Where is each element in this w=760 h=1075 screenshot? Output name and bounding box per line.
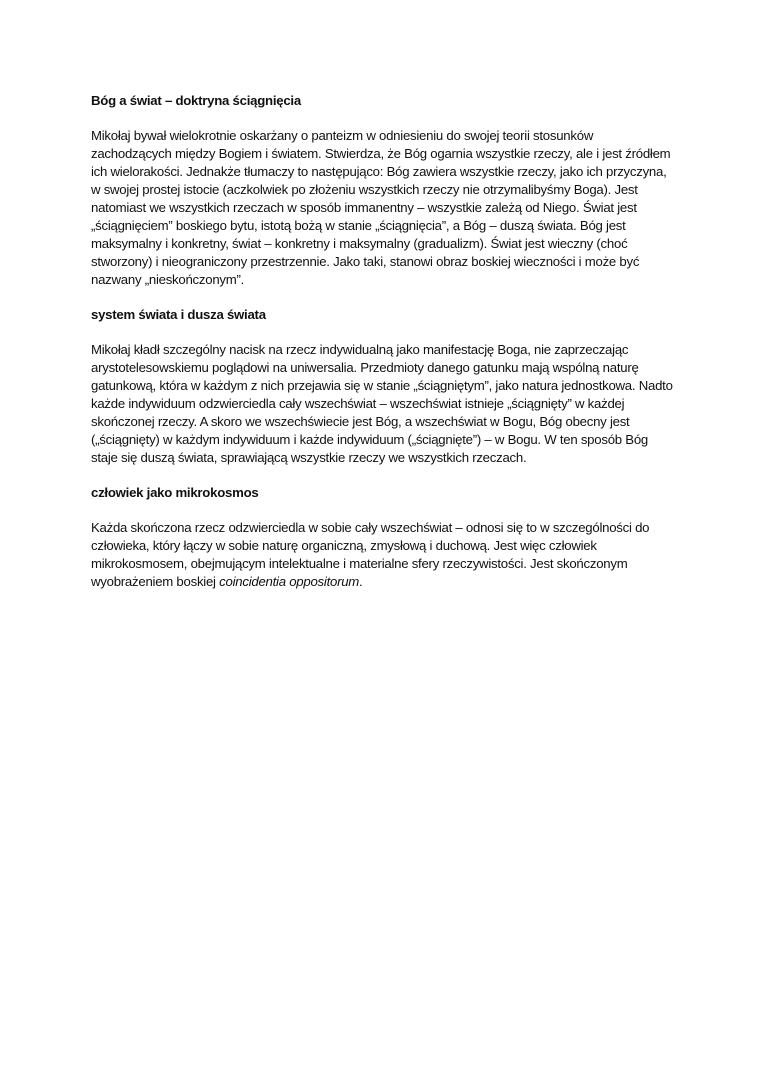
line-prefix: wyobrażeniem boskiej — [91, 574, 220, 589]
paragraph-line: arystotelesowskiemu poglądowi na uniwersalia. Przedmioty danego gatunku mają wspólną naturę — [91, 360, 639, 375]
section-heading: system świata i dusza świata — [91, 307, 266, 322]
paragraph-line: w swojej prostej istocie (aczkolwiek po złożeniu wszystkich rzeczy nie otrzymalibyśmy Boga). Jest — [91, 182, 638, 197]
paragraph-line: mikrokosmosem, obejmującym intelektualne i materialne sfery rzeczywistości. Jest skończonym — [91, 556, 628, 571]
paragraph-line: nazwany „nieskończonym”. — [91, 272, 245, 287]
section-paragraph — [91, 341, 681, 467]
paragraph-line: gatunkową, która w każdym z nich przejawia się w stanie „ściągniętym”, jako natura jednostkowa. Nadto — [91, 378, 673, 393]
document-body — [91, 92, 681, 608]
paragraph-line: („ściągnięty) w każdym indywiduum i każde indywiduum („ściągnięte”) – w Bogu. W ten sposób Bóg — [91, 432, 648, 447]
paragraph-line: zachodzących między Bogiem i światem. Stwierdza, że Bóg ogarnia wszystkie rzeczy, ale i jest źródłem — [91, 146, 671, 161]
paragraph-line: Każda skończona rzecz odzwierciedla w sobie cały wszechświat – odnosi się to w szczególności do — [91, 520, 650, 535]
paragraph-line-last — [91, 573, 681, 591]
paragraph-line: Mikołaj kładł szczególny nacisk na rzecz indywidualną jako manifestację Boga, nie zaprzeczając — [91, 342, 629, 357]
paragraph-line: maksymalny i konkretny, świat – konkretny i maksymalny (gradualizm). Świat jest wieczny (choć — [91, 236, 628, 251]
latin-phrase: coincidentia oppositorum — [219, 574, 360, 589]
paragraph-line: stworzony) i nieograniczony przestrzennie. Jako taki, stanowi obraz boskiej wieczności i może być — [91, 254, 640, 269]
section-heading: człowiek jako mikrokosmos — [91, 485, 259, 500]
paragraph-line: człowieka, który łączy w sobie naturę organiczną, zmysłową i duchową. Jest więc człowiek — [91, 538, 597, 553]
paragraph-line: „ściągnięciem” boskiego bytu, istotą bożą w stanie „ściągnięcia”, a Bóg – duszą świata. Bóg jest — [91, 218, 626, 233]
section-heading: Bóg a świat – doktryna ściągnięcia — [91, 93, 301, 108]
paragraph-line: staje się duszą świata, sprawiającą wszystkie rzeczy we wszystkich rzeczach. — [91, 450, 527, 465]
paragraph-line: ich wielorakości. Jednakże tłumaczy to następująco: Bóg zawiera wszystkie rzeczy, jako ich przyczyna, — [91, 164, 667, 179]
section-paragraph — [91, 519, 681, 591]
paragraph-line: Mikołaj bywał wielokrotnie oskarżany o panteizm w odniesieniu do swojej teorii stosunków — [91, 128, 594, 143]
paragraph-line: każde indywiduum odzwierciedla cały wszechświat – wszechświat istnieje „ściągnięty” w każdej — [91, 396, 625, 411]
section-paragraph — [91, 127, 681, 289]
paragraph-line: skończonej rzeczy. A skoro we wszechświecie jest Bóg, a wszechświat w Bogu, Bóg obecny jest — [91, 414, 630, 429]
paragraph-line: natomiast we wszystkich rzeczach w sposób immanentny – wszystkie zależą od Niego. Świat jest — [91, 200, 637, 215]
line-suffix: . — [359, 574, 363, 589]
